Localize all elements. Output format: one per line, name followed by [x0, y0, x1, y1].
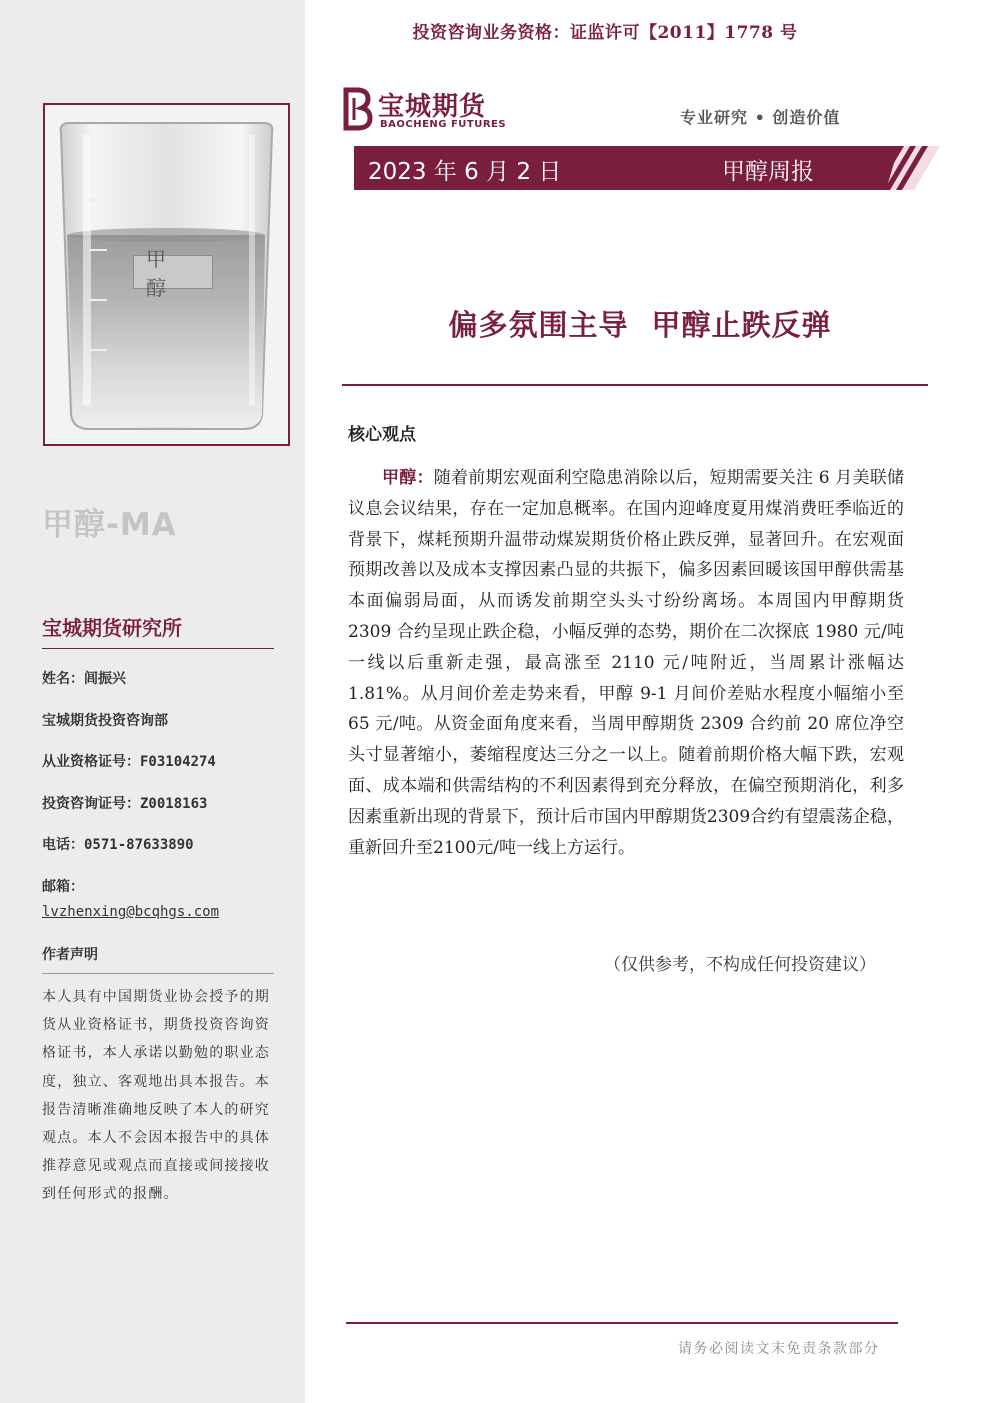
institute-name: 宝城期货研究所	[42, 616, 182, 640]
email-row	[42, 876, 84, 896]
institute-divider	[42, 648, 274, 649]
department-label: 宝城期货投资咨询部	[42, 713, 168, 729]
email-link[interactable]: lvzhenxing@bcqhgs.com	[42, 904, 220, 920]
footer-divider	[346, 1322, 898, 1324]
author-name-label: 姓名：	[42, 671, 84, 687]
report-date: 2023 年 6 月 2 日	[368, 159, 562, 185]
logo-mark-icon	[340, 86, 376, 132]
beaker-label: 甲醇	[133, 255, 213, 289]
disclaimer: （仅供参考，不构成任何投资建议）	[604, 955, 876, 975]
author-name-row	[42, 668, 126, 688]
phone-row	[42, 834, 194, 854]
product-name: 甲醇-MA	[42, 507, 177, 543]
declaration-text: 本人具有中国期货业协会授予的期货从业资格证书，期货投资咨询资格证书，本人承诺以勤勉的职业态度，独立、客观地出具本报告。本报告清晰准确地反映了本人的研究观点。本人不会因本报告中的具体推荐意见或观点而直接或间接接收到任何形式的报酬。	[42, 989, 270, 1203]
phone-value: 0571-87633890	[84, 837, 194, 853]
license-row	[42, 751, 216, 771]
consult-license-label: 投资咨询证号：	[42, 796, 140, 812]
paragraph-body: 随着前期宏观面利空隐患消除以后，短期需要关注 6 月美联储议息会议结果，存在一定加息概率。在国内迎峰度夏用煤消费旺季临近的背景下，煤耗预期升温带动煤炭期货价格止跌反弹，显著回升。在宏观面预期改善以及成本支撑因素凸显的共振下，偏多因素回暖该国甲醇供需基本面偏弱局面，从而诱发前期空头头寸纷纷离场。本周国内甲醇期货 2309 合约呈现止跌企稳，小幅反弹的态势，期价在二次探底 1980 元/吨一线以后重新走强，最高涨至 2110 元/吨附近，当周累计涨幅达 1.81%。从月间价差走势来看，甲醇 9-1 月间价差贴水程度小幅缩小至 65 元/吨。从资金面角度来看，当周甲醇期货 2309 合约前 20 席位净空头寸显著缩小，萎缩程度达三分之一以上。随着前期价格大幅下跌，宏观面、成本端和供需结构的不利因素得到充分释放，在偏空预期消化，利多因素重新出现的背景下，预计后市国内甲醇期货2309合约有望震荡企稳，重新回升至2100元/吨一线上方运行。	[348, 468, 905, 858]
sidebar	[0, 0, 305, 1403]
phone-label: 电话：	[42, 837, 84, 853]
consult-license-value: Z0018163	[140, 796, 208, 812]
paragraph-lead: 甲醇：	[382, 468, 434, 488]
consult-license-row	[42, 793, 207, 813]
email-label: 邮箱：	[42, 879, 84, 895]
license-label: 从业资格证号：	[42, 754, 140, 770]
section-title: 核心观点	[348, 425, 416, 445]
footer-note: 请务必阅读文末免责条款部分	[678, 1341, 880, 1357]
logo-cn-text: 宝城期货	[378, 92, 487, 122]
company-logo	[340, 86, 510, 136]
declaration-title: 作者声明	[42, 947, 98, 963]
license-line: 投资咨询业务资格：证监许可【2011】1778 号	[412, 23, 798, 43]
license-value: F03104274	[140, 754, 216, 770]
banner-stripes-icon	[860, 146, 940, 190]
core-view-paragraph	[348, 463, 904, 863]
author-name-value: 闾振兴	[84, 671, 126, 687]
slogan: 专业研究 • 创造价值	[680, 108, 841, 127]
declaration-divider	[42, 973, 274, 974]
headline-divider	[342, 384, 928, 386]
report-type: 甲醇周报	[722, 159, 814, 185]
department-row	[42, 710, 168, 730]
report-headline: 偏多氛围主导 甲醇止跌反弹	[448, 308, 832, 342]
product-photo	[43, 103, 290, 446]
logo-en-text: BAOCHENG FUTURES	[380, 119, 507, 130]
